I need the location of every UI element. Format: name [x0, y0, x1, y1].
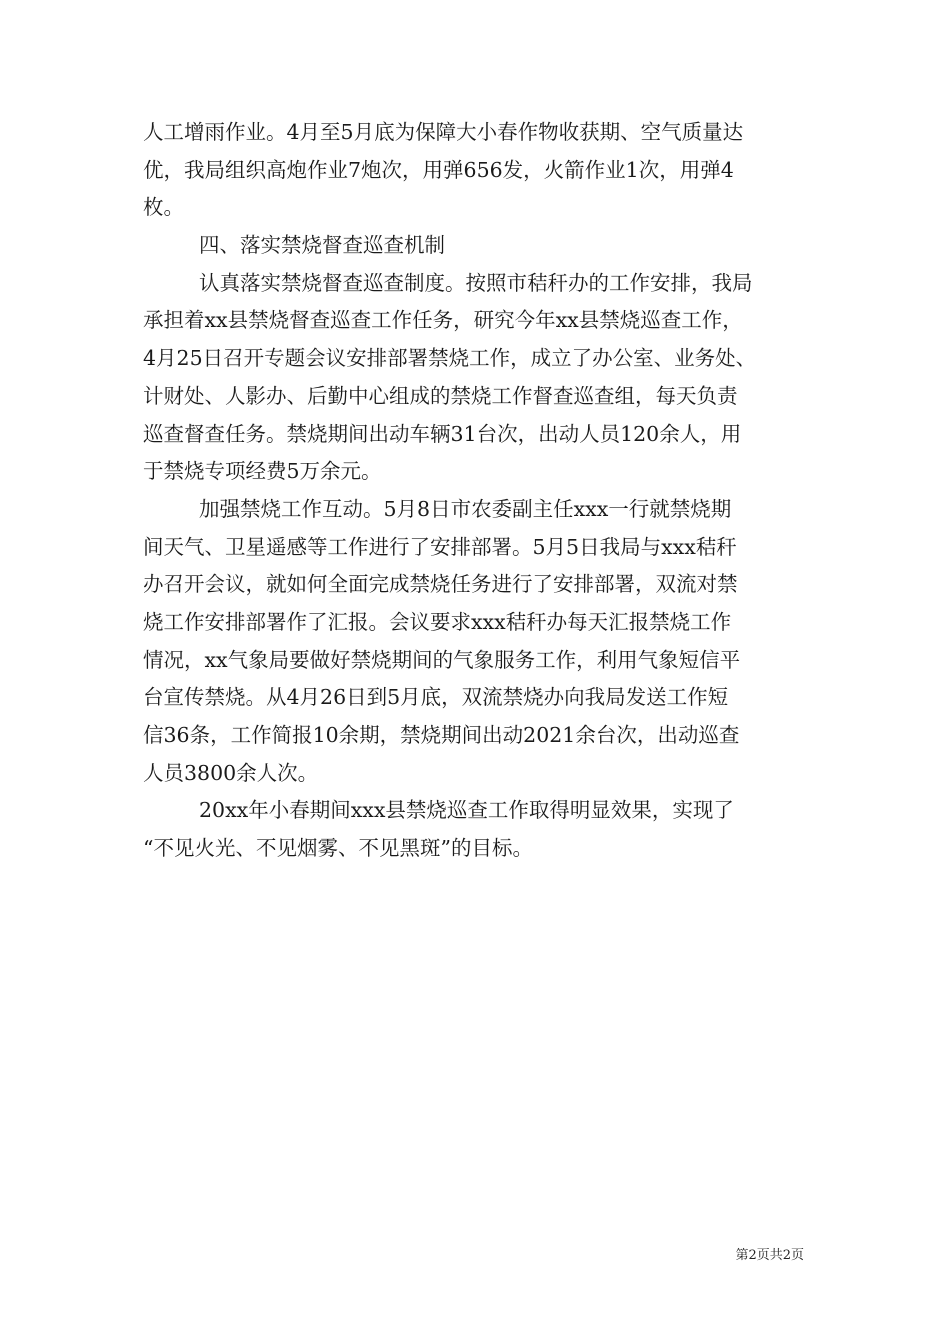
page-number: 第2页共2页 — [735, 1248, 804, 1263]
text-line: 烧工作安排部署作了汇报。会议要求xxx秸秆办每天汇报禁烧工作 — [143, 609, 732, 634]
text-line: 巡查督查任务。禁烧期间出动车辆31台次，出动人员120余人，用 — [143, 421, 742, 446]
text-line: 办召开会议，就如何全面完成禁烧任务进行了安排部署，双流对禁 — [143, 572, 738, 597]
document-body — [143, 114, 813, 868]
text-line: 20xx年小春期间xxx县禁烧巡查工作取得明显效果，实现了 — [199, 798, 734, 823]
text-line: 承担着xx县禁烧督查巡查工作任务，研究今年xx县禁烧巡查工作， — [143, 308, 743, 333]
text-line: 人员3800余人次。 — [143, 760, 319, 785]
text-line: 认真落实禁烧督查巡查制度。按照市秸秆办的工作安排，我局 — [199, 270, 753, 295]
text-line: 情况，xx气象局要做好禁烧期间的气象服务工作，利用气象短信平 — [143, 647, 741, 672]
text-line: “不见火光、不见烟雾、不见黑斑”的目标。 — [143, 836, 533, 861]
text-line: 4月25日召开专题会议安排部署禁烧工作，成立了办公室、业务处、 — [143, 346, 757, 371]
paragraph-conclusion — [143, 792, 813, 867]
text-line: 优，我局组织高炮作业7炮次，用弹656发，火箭作业1次，用弹4 — [143, 157, 734, 182]
paragraph-interaction — [143, 491, 813, 793]
text-line: 台宣传禁烧。从4月26日到5月底，双流禁烧办向我局发送工作短 — [143, 685, 729, 710]
text-line: 加强禁烧工作互动。5月8日市农委副主任xxx一行就禁烧期 — [199, 496, 732, 521]
section-heading — [143, 227, 813, 265]
paragraph-inspection-system — [143, 265, 813, 491]
text-line: 计财处、人影办、后勤中心组成的禁烧工作督查巡查组，每天负责 — [143, 383, 738, 408]
paragraph-rain-operations — [143, 114, 813, 227]
text-line: 于禁烧专项经费5万余元。 — [143, 459, 382, 484]
text-line: 信36条，工作简报10余期，禁烧期间出动2021余台次，出动巡查 — [143, 723, 740, 747]
text-line: 间天气、卫星遥感等工作进行了安排部署。5月5日我局与xxx秸秆 — [143, 534, 737, 559]
heading-line: 四、落实禁烧督查巡查机制 — [199, 233, 445, 258]
text-line: 人工增雨作业。4月至5月底为保障大小春作物收获期、空气质量达 — [143, 120, 744, 144]
text-line: 枚。 — [143, 195, 184, 220]
